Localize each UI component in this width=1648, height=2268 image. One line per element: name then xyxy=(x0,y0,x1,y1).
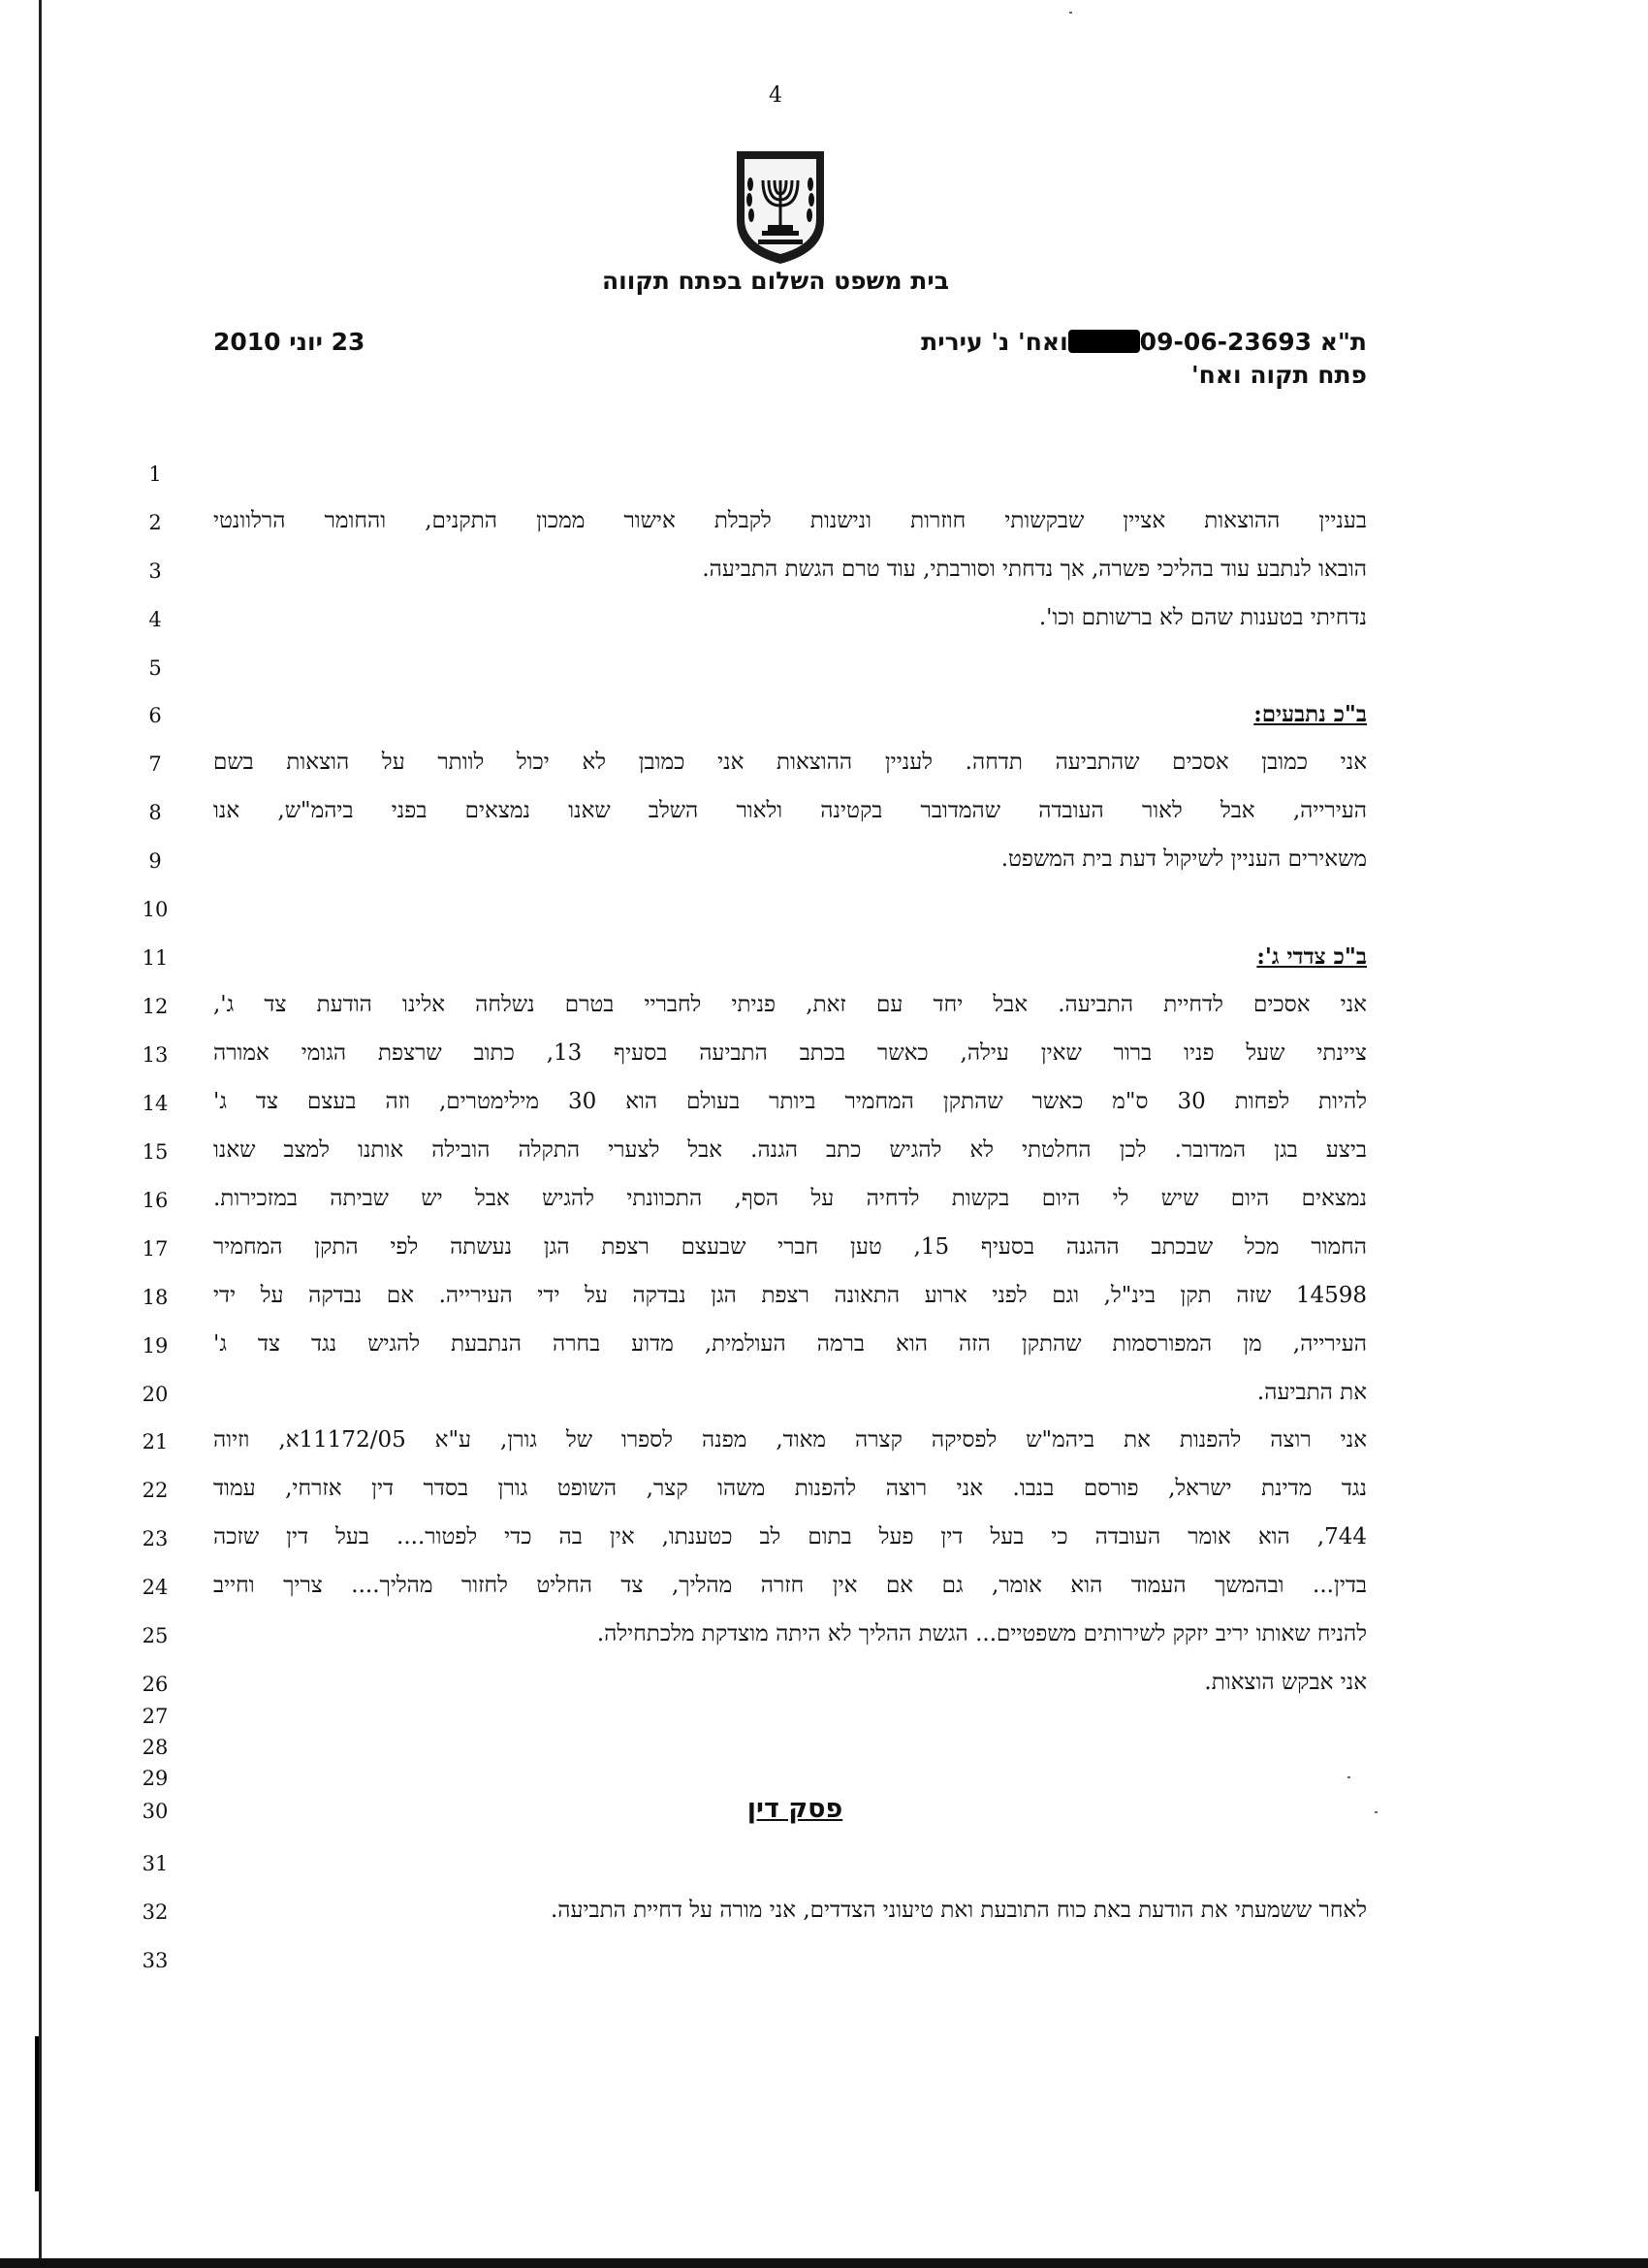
line-number: 10 xyxy=(142,898,169,921)
line-number: 9 xyxy=(148,849,162,873)
line-number: 15 xyxy=(142,1140,169,1164)
body-line: בדין... ובהמשך העמוד הוא אומר, גם אם אין חזרה מהליך, צד החליט לחזור מהליך.... צריך וחייב xyxy=(213,1573,1367,1598)
scan-speck xyxy=(1375,1811,1378,1813)
line-number: 3 xyxy=(148,559,162,583)
section-heading-third-parties: ב"כ צדדי ג': xyxy=(1256,943,1367,970)
line-number: 21 xyxy=(142,1430,169,1453)
body-line: העירייה, אבל לאור העובדה שהמדובר בקטינה ולאור השלב שאנו נמצאים בפני ביהמ"ש, אנו xyxy=(213,798,1367,823)
body-line: משאירים העניין לשיקול דעת בית המשפט. xyxy=(1000,847,1367,872)
line-number: 12 xyxy=(142,995,169,1018)
case-parties-first: ואח' נ' עירית xyxy=(921,328,1068,356)
scan-border-bottom xyxy=(0,2258,1648,2268)
line-number: 5 xyxy=(148,656,162,680)
body-line: אני אסכים לדחיית התביעה. אבל יחד עם זאת, פניתי לחבריי בטרם נשלחה אלינו הודעת צד ג', xyxy=(213,992,1367,1017)
body-line: העירייה, מן המפורסמות שהתקן הזה הוא ברמה העולמית, מדוע בחרה הנתבעת להגיש נגד צד ג' xyxy=(213,1331,1367,1357)
scan-speck xyxy=(1069,12,1072,14)
line-number: 1 xyxy=(148,463,162,486)
line-number: 8 xyxy=(148,801,162,824)
court-name: בית משפט השלום בפתח תקווה xyxy=(602,267,949,295)
section-heading-defendants: ב"כ נתבעים: xyxy=(1253,701,1367,727)
body-line: הובאו לנתבע עוד בהליכי פשרה, אך נדחתי וסורבתי, עוד טרם הגשת התביעה. xyxy=(702,557,1367,582)
body-line: להניח שאותו יריב יזקק לשירותים משפטיים... הגשת ההליך לא היתה מוצדקת מלכתחילה. xyxy=(596,1621,1367,1646)
scan-binding-mark xyxy=(35,2036,39,2191)
line-number: 33 xyxy=(142,1949,169,1972)
case-parties: פתח תקוה ואח' xyxy=(1191,361,1367,389)
line-number: 29 xyxy=(142,1767,169,1790)
redaction-block xyxy=(1068,330,1140,353)
body-line: החמור מכל שבכתב ההגנה בסעיף 15, טען חברי שבעצם רצפת הגן נעשתה לפי התקן המחמיר xyxy=(213,1234,1367,1260)
line-number: 24 xyxy=(142,1576,169,1599)
body-line: 744, הוא אומר העובדה כי בעל דין פעל בתום לב כטענתו, אין בה כדי לפטור.... בעל דין שזכה xyxy=(213,1524,1367,1549)
scan-speck xyxy=(1347,1776,1350,1778)
line-number: 27 xyxy=(142,1705,169,1728)
body-line: אני אבקש הוצאות. xyxy=(1204,1670,1367,1695)
case-date: 23 יוני 2010 xyxy=(213,328,365,356)
line-number: 7 xyxy=(148,752,162,776)
page-number: 4 xyxy=(769,83,782,108)
case-number-line xyxy=(921,328,1367,356)
line-number: 2 xyxy=(148,511,162,534)
line-number: 6 xyxy=(148,704,162,727)
line-number: 31 xyxy=(142,1852,169,1875)
scan-border-left xyxy=(39,0,42,2268)
line-number: 16 xyxy=(142,1189,169,1212)
verdict-title: פסק דין xyxy=(746,1794,843,1824)
body-line: אני רוצה להפנות את ביהמ"ש לפסיקה קצרה מאוד, מפנה לספרו של גורן, ע"א 11172/05א, וזיוה xyxy=(213,1427,1367,1453)
line-number: 25 xyxy=(142,1624,169,1647)
line-number: 19 xyxy=(142,1334,169,1358)
state-emblem-icon xyxy=(729,145,832,266)
verdict-text: לאחר ששמעתי את הודעת באת כוח התובעת ואת טיעוני הצדדים, אני מורה על דחיית התביעה. xyxy=(550,1898,1367,1923)
line-number: 20 xyxy=(142,1383,169,1406)
line-number: 26 xyxy=(142,1673,169,1696)
line-number: 13 xyxy=(142,1043,169,1067)
body-line: בעניין ההוצאות אציין שבקשותי חוזרות ונישנות לקבלת אישור ממכון התקנים, והחומר הרלוונטי xyxy=(213,508,1367,533)
body-line: נגד מדינת ישראל, פורסם בנבו. אני רוצה להפנות משהו קצר, השופט גורן בסדר דין אזרחי, עמוד xyxy=(213,1476,1367,1501)
case-number: ת"א 09-06-23693 xyxy=(1139,328,1367,356)
line-number: 18 xyxy=(142,1286,169,1309)
line-number: 4 xyxy=(148,608,162,631)
body-line: ביצע בגן המדובר. לכן החלטתי לא להגיש כתב הגנה. אבל לצערי התקלה הובילה אותנו למצב שאנו xyxy=(213,1137,1367,1163)
body-line: אני כמובן אסכים שהתביעה תדחה. לעניין ההוצאות אני כמובן לא יכול לוותר על הוצאות בשם xyxy=(213,750,1367,775)
line-number: 23 xyxy=(142,1527,169,1550)
line-number: 17 xyxy=(142,1237,169,1261)
body-line: נמצאים היום שיש לי היום בקשות לדחיה על הסף, התכוונתי להגיש אבל יש שביתה במזכירות. xyxy=(213,1186,1367,1211)
body-line: נדחיתי בטענות שהם לא ברשותם וכו'. xyxy=(1038,605,1367,630)
body-line: את התביעה. xyxy=(1256,1380,1367,1405)
line-number: 22 xyxy=(142,1479,169,1502)
line-number: 11 xyxy=(142,946,169,970)
line-number: 14 xyxy=(142,1092,169,1115)
body-line: להיות לפחות 30 ס"מ כאשר שהתקן המחמיר ביותר בעולם הוא 30 מילימטרים, וזה בעצם צד ג' xyxy=(213,1089,1367,1114)
line-number: 30 xyxy=(142,1800,169,1823)
body-line: ציינתי שעל פניו ברור שאין עילה, כאשר בכתב התביעה בסעיף 13, כתוב שרצפת הגומי אמורה xyxy=(213,1040,1367,1066)
line-number: 28 xyxy=(142,1736,169,1759)
body-line: 14598 שזה תקן בינ"ל, וגם לפני ארוע התאונה רצפת הגן נבדקה על ידי העירייה. אם נבדקה על ידי xyxy=(213,1283,1367,1308)
line-number: 32 xyxy=(142,1901,169,1924)
